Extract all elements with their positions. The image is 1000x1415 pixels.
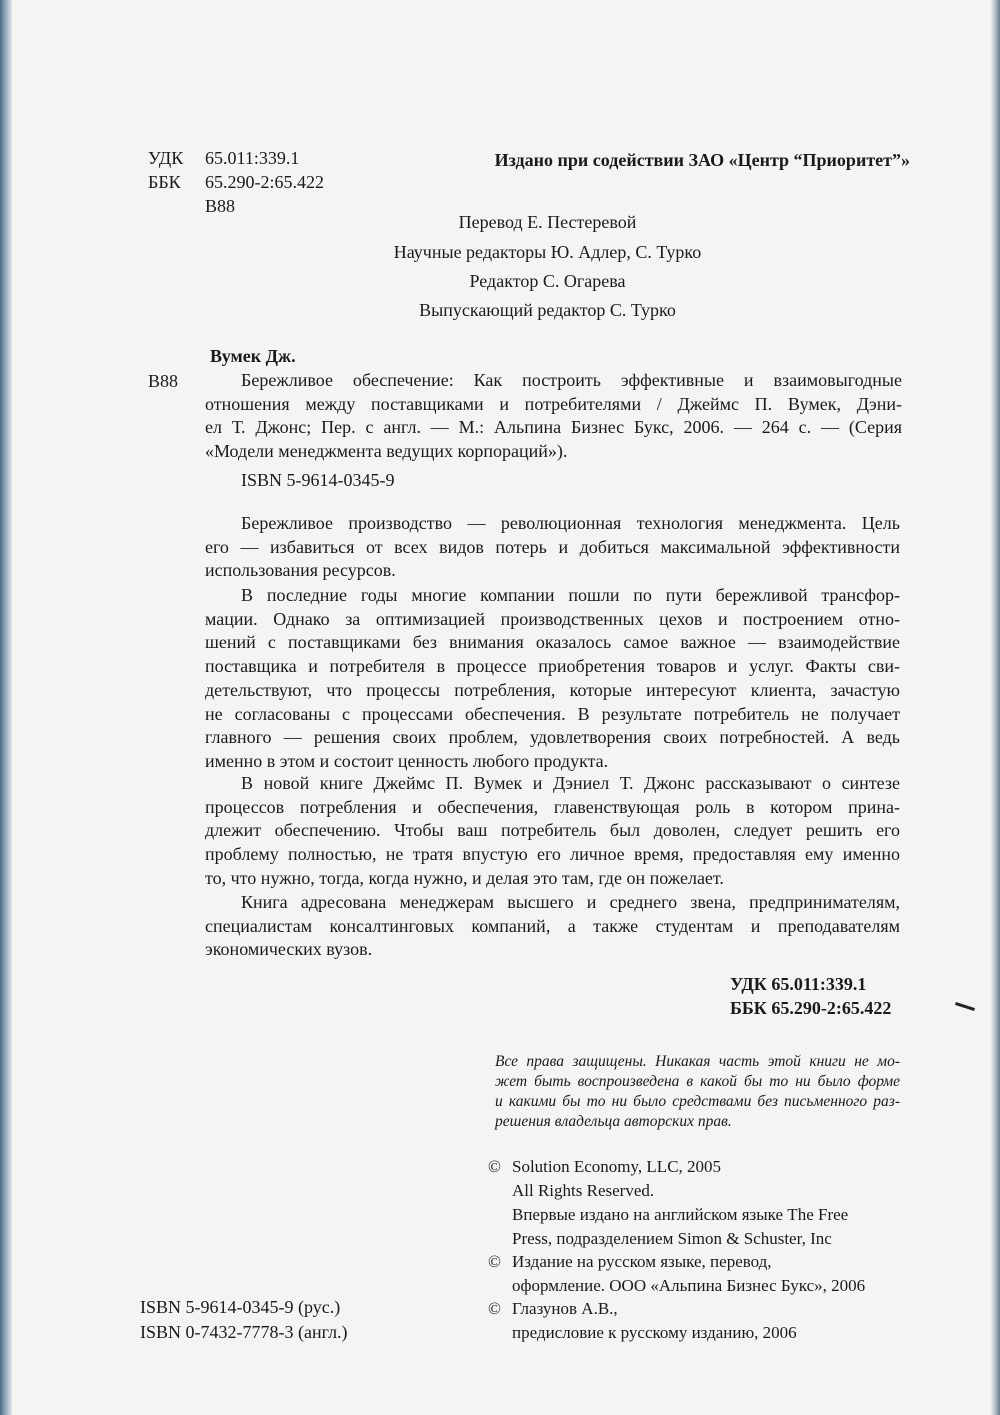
copyright-line: All Rights Reserved. [512,1181,655,1200]
catalog-mark: В88 [148,371,179,391]
credit-editor: Редактор С. Огарева [469,271,626,291]
abstract-line: главного — решения своих проблем, удовлетворения своих потребностей. А ведь [205,727,900,748]
copyright-line: Press, подразделением Simon & Schuster, Inc [512,1229,832,1248]
credit-translation: Перевод Е. Пестеревой [458,212,637,232]
bbk-value: 65.290-2:65.422 [205,172,324,192]
abstract-line: именно в этом и состоит ценность любого продукта. [205,750,609,771]
abstract-line: поставщика и потребителя в процессе приобретения товаров и услуг. Факты сви- [205,656,900,677]
udk-value: 65.011:339.1 [205,148,300,168]
abstract-line: детельствуют, что процессы потребления, которые интересуют клиента, зачастую [205,679,900,700]
rights-line: Все права защищены. Никакая часть этой книги не мо- [495,1053,900,1070]
catalog-line: ел Т. Джонс; Пер. с англ. — М.: Альпина Бизнес Букс, 2006. — 264 с. — (Серия [205,417,902,438]
isbn-russian: ISBN 5-9614-0345-9 (рус.) [140,1297,341,1317]
copyright-original [488,1155,848,1251]
rights-line: решения владельца авторских прав. [495,1113,732,1130]
credit-science-editors: Научные редакторы Ю. Адлер, С. Турко [393,242,702,262]
catalog-isbn: ISBN 5-9614-0345-9 [241,470,395,490]
copyright-preface [488,1297,797,1345]
copyright-line: Solution Economy, LLC, 2005 [512,1157,722,1176]
copyright-line: Впервые издано на английском языке The Free [512,1205,849,1224]
copyright-line: Глазунов А.В., [512,1299,618,1318]
credit-managing-editor: Выпускающий редактор С. Турко [419,300,676,320]
udk-label: УДК [148,148,184,168]
abstract-line: специалистам консалтинговых компаний, а также студентам и преподавателям [205,915,900,936]
abstract-paragraph-1 [205,512,900,583]
isbn-english: ISBN 0-7432-7778-3 (англ.) [140,1322,348,1342]
abstract-line: не согласованы с процессами обеспечения. В результате потребитель не получает [205,703,900,724]
copyright-icon: © [488,1252,501,1271]
rights-line: жет быть воспроизведена в какой бы то ни было форме [495,1073,900,1090]
abstract-line: процессов потребления и обеспечения, главенствующая роль в котором прина- [205,796,900,817]
rights-line: и какими бы то ни было средствами без письменного раз- [495,1093,900,1110]
copyright-line: Издание на русском языке, перевод, [512,1252,772,1271]
catalog-description [205,369,902,464]
bbk-label: ББК [148,172,181,192]
abstract-line: его — избавиться от всех видов потерь и добиться максимальной эффективности [205,536,900,557]
copyright-icon: © [488,1157,501,1176]
abstract-paragraph-2 [205,584,900,774]
rights-notice [495,1052,900,1132]
abstract-line: то, что нужно, тогда, когда нужно, и делая это там, где он пожелает. [205,867,724,888]
abstract-line: Книга адресована менеджерам высшего и среднего звена, предпринимателям, [241,892,900,912]
catalog-line: Бережливое обеспечение: Как построить эффективные и взаимовыгодные [241,370,902,390]
copyright-line: оформление. ООО «Альпина Бизнес Букс», 2006 [512,1276,866,1295]
copyright-line: предисловие к русскому изданию, 2006 [512,1323,797,1342]
catalog-author: Вумек Дж. [210,346,296,366]
abstract-line: проблему полностью, не тратя впустую его личное время, предоставляя ему именно [205,844,900,865]
abstract-line: мации. Однако за оптимизацией производственных цехов и построением отно- [205,608,900,629]
author-mark-top: В88 [205,196,236,216]
bottom-bbk: ББК 65.290-2:65.422 [730,998,892,1018]
abstract-line: В новой книге Джеймс П. Вумек и Дэниел Т. Джонс рассказывают о синтезе [241,773,900,793]
catalog-line: «Модели менеджмента ведущих корпораций»). [205,441,568,462]
copyright-icon: © [488,1299,501,1318]
abstract-line: Бережливое производство — революционная технология менеджмента. Цель [241,513,900,533]
abstract-paragraph-4 [205,891,900,962]
abstract-paragraph-3 [205,772,900,891]
abstract-line: В последние годы многие компании пошли по пути бережливой трансфор- [241,585,900,605]
scan-mark [955,1002,975,1011]
bottom-udk: УДК 65.011:339.1 [730,974,867,994]
abstract-line: длежит обеспечению. Чтобы ваш потребитель был доволен, следует решить его [205,820,900,841]
copyright-russian-edition [488,1250,865,1298]
catalog-line: отношения между поставщиками и потребителями / Джеймс П. Вумек, Дэни- [205,393,902,414]
abstract-line: использования ресурсов. [205,560,396,581]
publisher-note: Издано при содействии ЗАО «Центр “Приоритет”» [494,150,910,170]
abstract-line: шений с поставщиками без внимания оказалось самое важное — взаимодействие [205,632,900,653]
abstract-line: экономических вузов. [205,939,373,960]
